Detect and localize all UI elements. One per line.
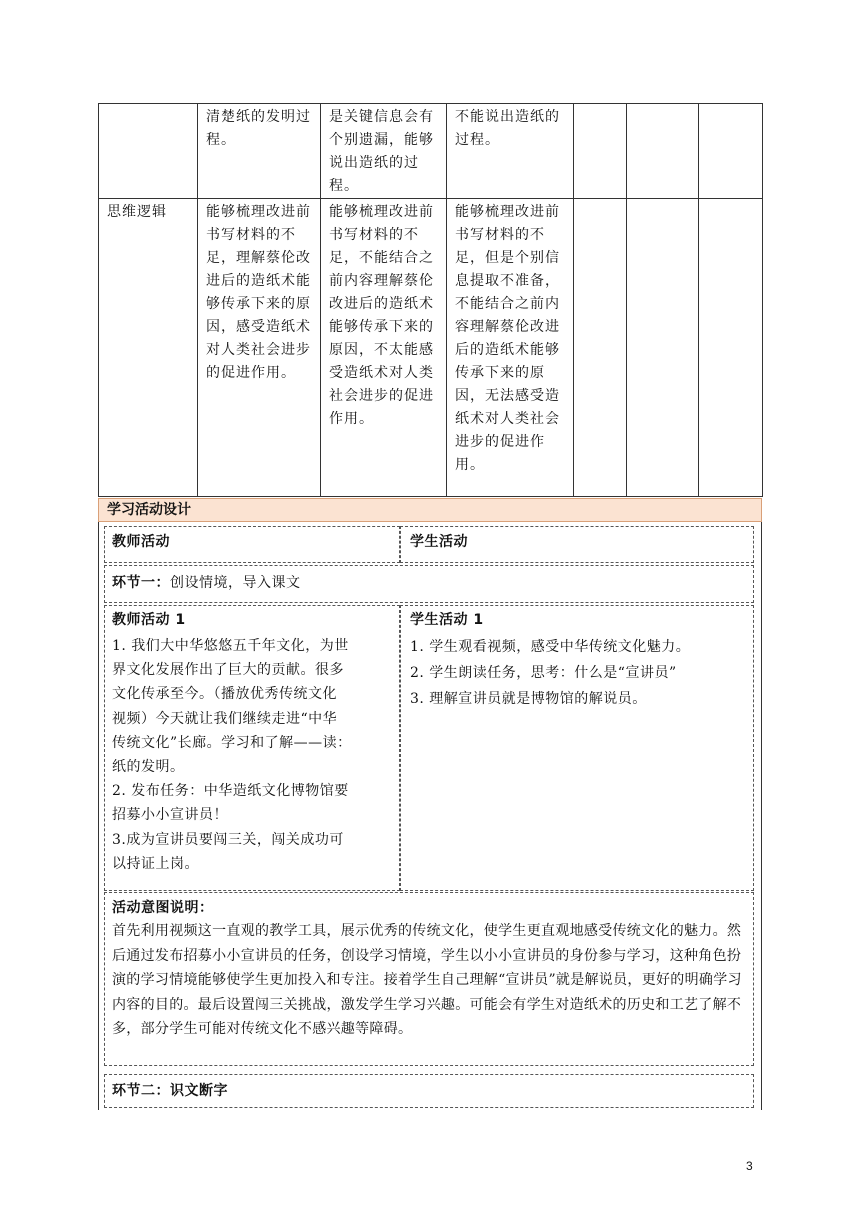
rubric-cell [699, 104, 763, 199]
rubric-cell [574, 104, 627, 199]
text-line: 传统文化”长廊。学习和了解——读： [112, 734, 352, 751]
text-line: 3. 理解宣讲员就是博物馆的解说员。 [410, 691, 647, 707]
text-line: 视频）今天就让我们继续走进“中华 [112, 710, 338, 727]
rubric-dimension-label [99, 104, 198, 199]
rubric-cell [574, 199, 627, 497]
text-line: 2. 学生朗读任务，思考：什么是“宣讲员” [410, 665, 677, 681]
student-activity-1-title: 学生活动 1 [410, 612, 484, 628]
stage1-heading [112, 572, 301, 594]
rubric-cell: 不能说出造纸的过程。 [447, 104, 574, 199]
activity-intent-text: 首先利用视频这一直观的教学工具，展示优秀的传统文化，使学生更直观地感受传统文化的魅力。然后通过发布招募小小宣讲员的任务，创设学习情境，学生以小小宣讲员的身份参与学习，这种角色扮演的学习情境能够使学生更加投入和专注。接着学生自己理解“宣讲员”就是解说员，更好的明确学习内容的目的。最后设置闯三关挑战，激发学生学习兴趣。可能会有学生对造纸术的历史和工艺了解不多，部分学生可能对传统文化不感兴趣等障碍。 [112, 923, 742, 1037]
student-activity-1-text [410, 634, 690, 712]
text-line: 以持证上岗。 [112, 855, 199, 872]
text-line: 1. 我们大中华悠悠五千年文化，为世 [112, 638, 349, 654]
rubric-cell [627, 104, 699, 199]
teacher-activity-header: 教师活动 [112, 534, 170, 550]
teacher-activity-1-text [112, 634, 352, 876]
stage1-title: 创设情境，导入课文 [170, 575, 301, 591]
text-line: 纸的发明。 [112, 759, 185, 776]
text-line: 文化传承至今。（播放优秀传统文化 [112, 686, 337, 703]
section-title: 学习活动设计 [98, 498, 762, 522]
rubric-cell: 能够梳理改进前书写材料的不足，不能结合之前内容理解蔡伦改进后的造纸术能够传承下来的原因，不太能感受造纸术对人类社会进步的促进作用。 [321, 199, 447, 497]
text-line: 3.成为宣讲员要闯三关，闯关成功可 [112, 831, 344, 848]
rubric-cell: 是关键信息会有个别遗漏，能够说出造纸的过程。 [321, 104, 447, 199]
rubric-cell [627, 199, 699, 497]
rubric-row-1 [99, 104, 763, 199]
rubric-dimension-label: 思维逻辑 [99, 199, 198, 497]
rubric-cell: 能够梳理改进前书写材料的不足，理解蔡伦改进后的造纸术能够传承下来的原因，感受造纸术对人类社会进步的促进作用。 [198, 199, 321, 497]
stage2-heading: 环节二：识文断字 [112, 1083, 228, 1099]
page-number: 3 [746, 1159, 753, 1173]
rubric-cell: 清楚纸的发明过程。 [198, 104, 321, 199]
rubric-cell [699, 199, 763, 497]
activity-intent-title: 活动意图说明： [112, 900, 214, 916]
stage1-label: 环节一： [112, 575, 170, 591]
teacher-activity-1-title: 教师活动 1 [112, 612, 186, 628]
rubric-table [98, 103, 762, 497]
rubric-cell: 能够梳理改进前书写材料的不足，但是个别信息提取不准备，不能结合之前内容理解蔡伦改进后的造纸术能够传承下来的原因，无法感受造纸术对人类社会进步的促进作用。 [447, 199, 574, 497]
student-activity-header: 学生活动 [410, 534, 468, 550]
text-line: 界文化发展作出了巨大的贡献。很多 [112, 662, 344, 679]
text-line: 1. 学生观看视频，感受中华传统文化魅力。 [410, 639, 691, 655]
text-line: 2. 发布任务：中华造纸文化博物馆要 [112, 783, 349, 800]
rubric-row-2 [99, 199, 763, 497]
text-line: 招募小小宣讲员！ [112, 807, 228, 824]
